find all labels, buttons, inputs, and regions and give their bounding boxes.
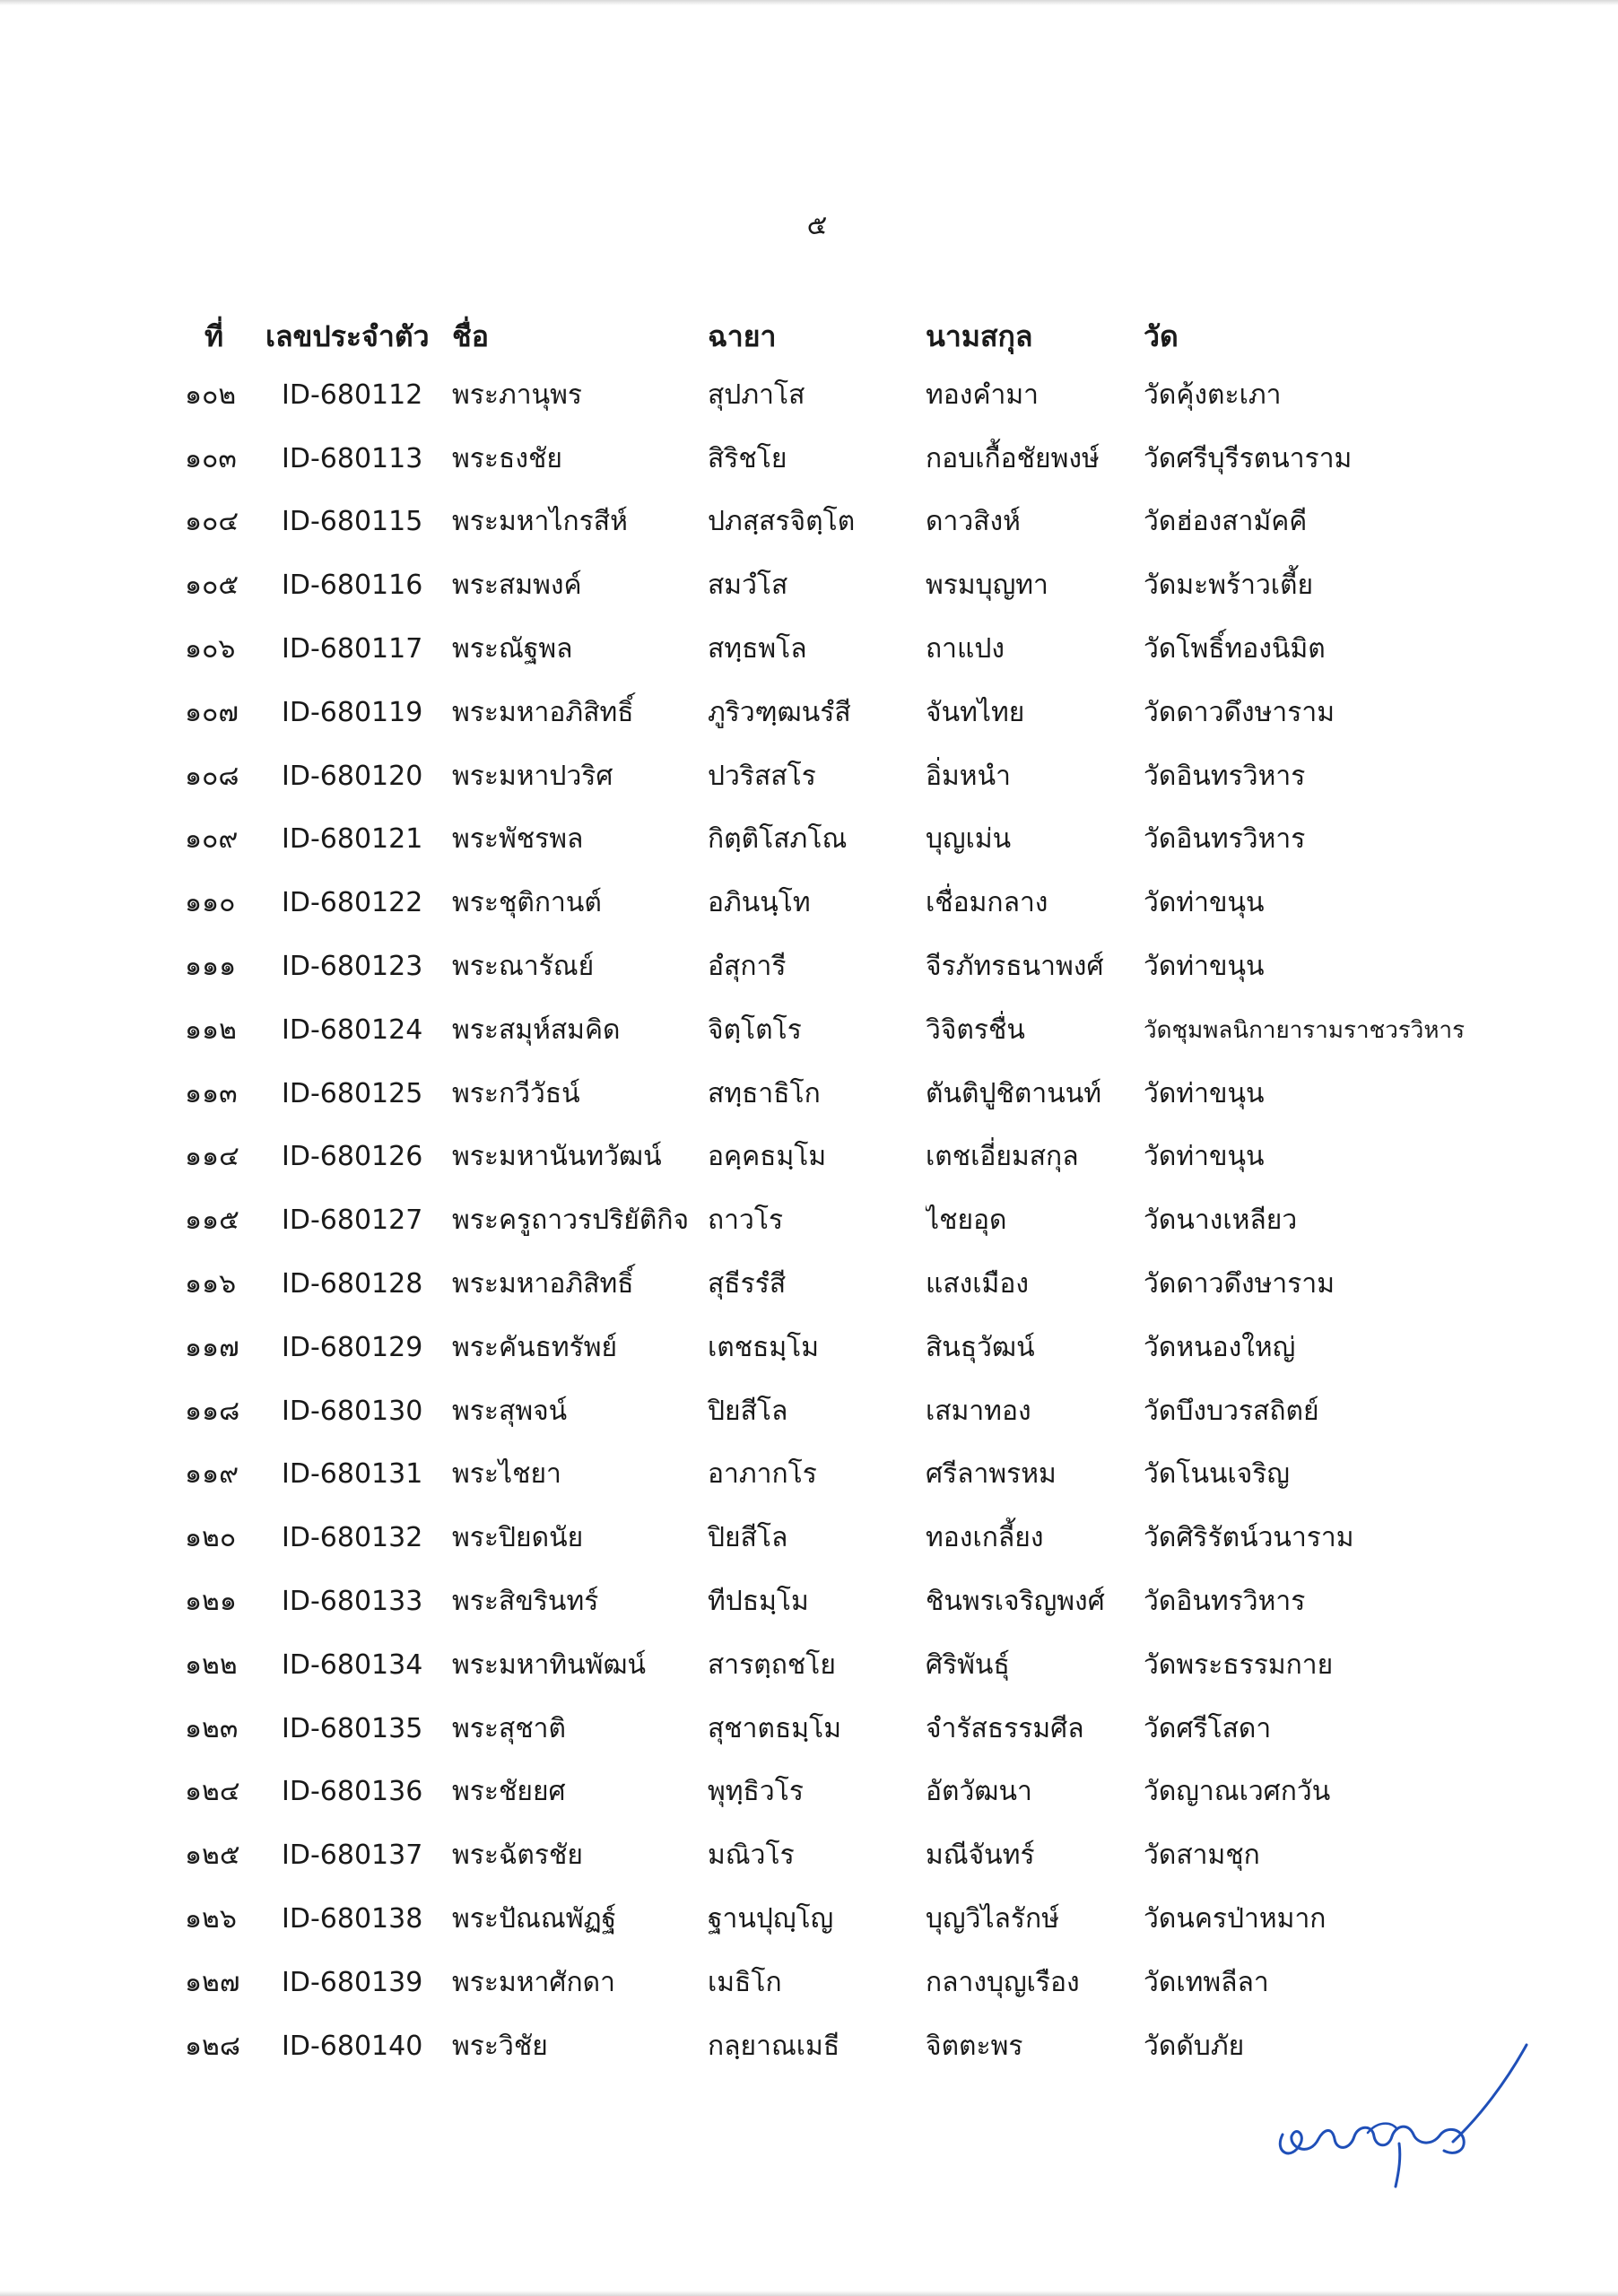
cell-id: ID-680131 — [282, 1458, 423, 1491]
table-row — [176, 1697, 1485, 1761]
cell-id: ID-680130 — [282, 1395, 423, 1427]
table-row — [176, 1379, 1485, 1443]
cell-id: ID-680119 — [282, 696, 423, 728]
scan-edge-top — [0, 0, 1618, 5]
cell-name: พระชัยยศ — [452, 1776, 566, 1808]
cell-no: ๑๒๘ — [185, 2030, 240, 2062]
cell-surname: ทองเกลี้ยง — [926, 1522, 1044, 1554]
cell-title: ถาวโร — [708, 1205, 784, 1237]
cell-no: ๑๒๑ — [185, 1586, 237, 1618]
cell-id: ID-680135 — [282, 1712, 423, 1744]
cell-id: ID-680125 — [282, 1077, 423, 1109]
scan-edge-bottom — [0, 2291, 1618, 2296]
cell-temple: วัดท่าขนุน — [1144, 951, 1265, 983]
cell-temple: วัดท่าขนุน — [1144, 1077, 1265, 1109]
cell-temple: วัดอินทรวิหาร — [1144, 823, 1306, 856]
table-row — [176, 617, 1485, 681]
cell-surname: เตชเอี่ยมสกุล — [926, 1141, 1079, 1173]
cell-surname: สินธุวัฒน์ — [926, 1331, 1035, 1363]
header-no: ที่ — [204, 318, 224, 353]
cell-title: พุทฺธิวโร — [708, 1776, 804, 1808]
cell-title: กลฺยาณเมธี — [708, 2030, 840, 2062]
cell-title: ภูริวฑฺฒนรํสี — [708, 696, 851, 728]
table-header-row — [176, 309, 1485, 363]
cell-no: ๑๑๐ — [185, 887, 236, 919]
table-row — [176, 363, 1485, 427]
cell-no: ๑๐๗ — [185, 696, 239, 728]
cell-no: ๑๐๙ — [185, 823, 239, 856]
cell-no: ๑๒๕ — [185, 1839, 240, 1872]
table-row — [176, 1126, 1485, 1189]
cell-name: พระปัณณพัฏฐ์ — [452, 1903, 617, 1935]
cell-id: ID-680122 — [282, 887, 423, 919]
cell-no: ๑๐๒ — [185, 378, 237, 411]
cell-name: พระชุติกานต์ — [452, 887, 602, 919]
cell-surname: ตันติปูชิตานนท์ — [926, 1077, 1101, 1109]
cell-name: พระธงชัย — [452, 442, 562, 474]
cell-no: ๑๑๘ — [185, 1395, 240, 1427]
cell-name: พระมหาอภิสิทธิ์ — [452, 1268, 634, 1300]
cell-surname: กลางบุญเรือง — [926, 1966, 1080, 1998]
table-row — [176, 1188, 1485, 1252]
table-row — [176, 553, 1485, 617]
cell-title: สิริชโย — [708, 442, 787, 474]
cell-surname: บุญเม่น — [926, 823, 1012, 856]
cell-title: มณิวโร — [708, 1839, 795, 1872]
cell-no: ๑๒๒ — [185, 1648, 238, 1681]
cell-no: ๑๒๔ — [185, 1776, 240, 1808]
cell-no: ๑๐๖ — [185, 633, 236, 665]
cell-temple: วัดหนองใหญ่ — [1144, 1331, 1296, 1363]
cell-name: พระวิชัย — [452, 2030, 548, 2062]
cell-temple: วัดท่าขนุน — [1144, 1141, 1265, 1173]
cell-id: ID-680139 — [282, 1966, 423, 1998]
cell-no: ๑๑๖ — [185, 1268, 237, 1300]
cell-id: ID-680112 — [282, 378, 423, 411]
cell-surname: จันทไทย — [926, 696, 1025, 728]
cell-surname: จีรภัทรธนาพงศ์ — [926, 951, 1104, 983]
cell-title: สมวํโส — [708, 570, 788, 602]
cell-id: ID-680140 — [282, 2030, 423, 2062]
cell-title: สุปภาโส — [708, 378, 805, 411]
cell-title: สทฺธพโล — [708, 633, 807, 665]
cell-name: พระคันธทรัพย์ — [452, 1331, 618, 1363]
cell-id: ID-680113 — [282, 442, 423, 474]
cell-surname: อัตวัฒนา — [926, 1776, 1032, 1808]
cell-id: ID-680123 — [282, 951, 423, 983]
cell-title: กิตฺติโสภโณ — [708, 823, 848, 856]
cell-surname: เชื่อมกลาง — [926, 887, 1048, 919]
cell-temple: วัดดาวดึงษาราม — [1144, 1268, 1335, 1300]
cell-no: ๑๐๕ — [185, 570, 239, 602]
table-row — [176, 1252, 1485, 1316]
cell-id: ID-680121 — [282, 823, 423, 856]
table-row — [176, 1951, 1485, 2014]
cell-title: สทฺธาธิโก — [708, 1077, 821, 1109]
cell-id: ID-680127 — [282, 1205, 423, 1237]
table-row — [176, 427, 1485, 491]
cell-title: อคฺคธมฺโม — [708, 1141, 827, 1173]
cell-surname: บุญวิไลรักษ์ — [926, 1903, 1059, 1935]
cell-title: ปภสฺสรจิตฺโต — [708, 506, 856, 538]
table-row — [176, 491, 1485, 554]
cell-name: พระสุพจน์ — [452, 1395, 568, 1427]
cell-temple: วัดอินทรวิหาร — [1144, 760, 1306, 792]
cell-name: พระมหาทินพัฒน์ — [452, 1648, 647, 1681]
cell-surname: ไชยอุด — [926, 1205, 1007, 1237]
cell-name: พระพัชรพล — [452, 823, 584, 856]
page-number: ๕ — [806, 210, 828, 241]
table-row — [176, 681, 1485, 744]
cell-surname: ทองคำมา — [926, 378, 1039, 411]
cell-temple: วัดศรีโสดา — [1144, 1712, 1272, 1744]
cell-no: ๑๐๘ — [185, 760, 239, 792]
cell-surname: ชินพรเจริญพงศ์ — [926, 1586, 1105, 1618]
cell-name: พระฉัตรชัย — [452, 1839, 583, 1872]
cell-temple: วัดนางเหลียว — [1144, 1205, 1298, 1237]
cell-no: ๑๑๓ — [185, 1077, 238, 1109]
cell-title: ปิยสีโล — [708, 1395, 788, 1427]
cell-title: ฐานปุญฺโญ — [708, 1903, 834, 1935]
cell-no: ๑๐๓ — [185, 442, 237, 474]
table-row — [176, 1570, 1485, 1633]
cell-name: พระมหาอภิสิทธิ์ — [452, 696, 634, 728]
cell-temple: วัดอินทรวิหาร — [1144, 1586, 1306, 1618]
signature — [1265, 2036, 1534, 2197]
cell-name: พระสมพงค์ — [452, 570, 582, 602]
table-row — [176, 1823, 1485, 1887]
cell-title: สุชาตธมฺโม — [708, 1712, 841, 1744]
cell-no: ๑๒๓ — [185, 1712, 239, 1744]
cell-title: สุธีรรํสี — [708, 1268, 787, 1300]
table-row — [176, 1761, 1485, 1824]
cell-temple: วัดมะพร้าวเตี้ย — [1144, 570, 1314, 602]
cell-id: ID-680129 — [282, 1331, 423, 1363]
cell-name: พระสิขรินทร์ — [452, 1586, 599, 1618]
cell-no: ๑๑๒ — [185, 1013, 237, 1046]
cell-name: พระมหาไกรสีห์ — [452, 506, 628, 538]
cell-no: ๑๑๕ — [185, 1205, 239, 1237]
cell-id: ID-680128 — [282, 1268, 423, 1300]
cell-surname: กอบเกื้อชัยพงษ์ — [926, 442, 1100, 474]
cell-temple: วัดศิริรัตน์วนาราม — [1144, 1522, 1354, 1554]
cell-surname: ถาแปง — [926, 633, 1005, 665]
header-surname: นามสกุล — [926, 318, 1033, 353]
cell-temple: วัดโนนเจริญ — [1144, 1458, 1290, 1491]
cell-name: พระสมุห์สมคิด — [452, 1013, 621, 1046]
cell-name: พระณารัณย์ — [452, 951, 595, 983]
cell-no: ๑๑๙ — [185, 1458, 239, 1491]
cell-surname: ดาวสิงห์ — [926, 506, 1021, 538]
cell-id: ID-680132 — [282, 1522, 423, 1554]
cell-no: ๑๑๗ — [185, 1331, 239, 1363]
cell-title: ปวริสสโร — [708, 760, 816, 792]
cell-title: จิตฺโตโร — [708, 1013, 802, 1046]
cell-name: พระมหานันทวัฒน์ — [452, 1141, 662, 1173]
header-id: เลขประจำตัว — [265, 318, 430, 353]
cell-no: ๑๐๔ — [185, 506, 239, 538]
cell-surname: จิตตะพร — [926, 2030, 1023, 2062]
table-row — [176, 871, 1485, 935]
table-row — [176, 1316, 1485, 1379]
cell-name: พระไชยา — [452, 1458, 561, 1491]
cell-temple: วัดท่าขนุน — [1144, 887, 1265, 919]
cell-surname: เสมาทอง — [926, 1395, 1031, 1427]
cell-no: ๑๒๖ — [185, 1903, 237, 1935]
cell-temple: วัดดาวดึงษาราม — [1144, 696, 1335, 728]
cell-title: เตชธมฺโม — [708, 1331, 820, 1363]
table-row — [176, 998, 1485, 1062]
cell-temple: วัดชุมพลนิกายารามราชวรวิหาร — [1144, 1016, 1466, 1044]
cell-no: ๑๒๐ — [185, 1522, 237, 1554]
cell-surname: จำรัสธรรมศีล — [926, 1712, 1084, 1744]
table-row — [176, 808, 1485, 872]
cell-temple: วัดฮ่องสามัคคี — [1144, 506, 1308, 538]
cell-id: ID-680117 — [282, 633, 423, 665]
cell-name: พระณัฐพล — [452, 633, 573, 665]
cell-surname: พรมบุญทา — [926, 570, 1048, 602]
table-row — [176, 1633, 1485, 1697]
cell-id: ID-680124 — [282, 1013, 423, 1046]
cell-title: อาภากโร — [708, 1458, 817, 1491]
table-row — [176, 1887, 1485, 1951]
cell-title: อํสุการี — [708, 951, 787, 983]
table-row — [176, 744, 1485, 808]
cell-title: ทีปธมฺโม — [708, 1586, 809, 1618]
cell-temple: วัดดับภัย — [1144, 2030, 1245, 2062]
cell-surname: แสงเมือง — [926, 1268, 1029, 1300]
cell-title: สารตฺถชโย — [708, 1648, 836, 1681]
cell-temple: วัดโพธิ์ทองนิมิต — [1144, 633, 1326, 665]
cell-temple: วัดญาณเวศกวัน — [1144, 1776, 1331, 1808]
cell-id: ID-680126 — [282, 1141, 423, 1173]
cell-id: ID-680138 — [282, 1903, 423, 1935]
cell-title: อภินนฺโท — [708, 887, 811, 919]
cell-name: พระครูถาวรปริยัติกิจ — [452, 1205, 690, 1237]
cell-surname: ศรีลาพรหม — [926, 1458, 1057, 1491]
table-body — [176, 363, 1485, 2078]
cell-id: ID-680133 — [282, 1586, 423, 1618]
monk-roster-table — [176, 309, 1485, 2078]
cell-id: ID-680137 — [282, 1839, 423, 1872]
cell-name: พระสุชาติ — [452, 1712, 567, 1744]
cell-id: ID-680120 — [282, 760, 423, 792]
header-title: ฉายา — [708, 318, 777, 353]
cell-id: ID-680115 — [282, 506, 423, 538]
table-row — [176, 935, 1485, 998]
cell-temple: วัดบึงบวรสถิตย์ — [1144, 1395, 1319, 1427]
cell-id: ID-680134 — [282, 1648, 423, 1681]
cell-surname: ศิริพันธุ์ — [926, 1648, 1010, 1681]
cell-surname: วิจิตรชื่น — [926, 1013, 1025, 1046]
cell-name: พระภานุพร — [452, 378, 583, 411]
table-row — [176, 1443, 1485, 1507]
cell-temple: วัดพระธรรมกาย — [1144, 1648, 1334, 1681]
cell-surname: มณีจันทร์ — [926, 1839, 1035, 1872]
cell-name: พระปิยดนัย — [452, 1522, 584, 1554]
cell-title: ปิยสีโล — [708, 1522, 788, 1554]
cell-title: เมธิโก — [708, 1966, 782, 1998]
header-temple: วัด — [1144, 318, 1179, 353]
cell-no: ๑๑๔ — [185, 1141, 239, 1173]
table-row — [176, 1062, 1485, 1126]
cell-name: พระมหาศักดา — [452, 1966, 615, 1998]
cell-temple: วัดสามชุก — [1144, 1839, 1260, 1872]
cell-surname: อิ่มหนำ — [926, 760, 1011, 792]
header-name: ชื่อ — [452, 318, 489, 353]
cell-temple: วัดศรีบุรีรตนาราม — [1144, 442, 1353, 474]
cell-temple: วัดเทพลีลา — [1144, 1966, 1269, 1998]
cell-temple: วัดคุ้งตะเภา — [1144, 378, 1282, 411]
cell-id: ID-680116 — [282, 570, 423, 602]
cell-name: พระมหาปวริศ — [452, 760, 613, 792]
cell-no: ๑๒๗ — [185, 1966, 240, 1998]
cell-name: พระกวีวัธน์ — [452, 1077, 580, 1109]
table-row — [176, 1506, 1485, 1570]
cell-no: ๑๑๑ — [185, 951, 237, 983]
cell-id: ID-680136 — [282, 1776, 423, 1808]
cell-temple: วัดนครป่าหมาก — [1144, 1903, 1327, 1935]
